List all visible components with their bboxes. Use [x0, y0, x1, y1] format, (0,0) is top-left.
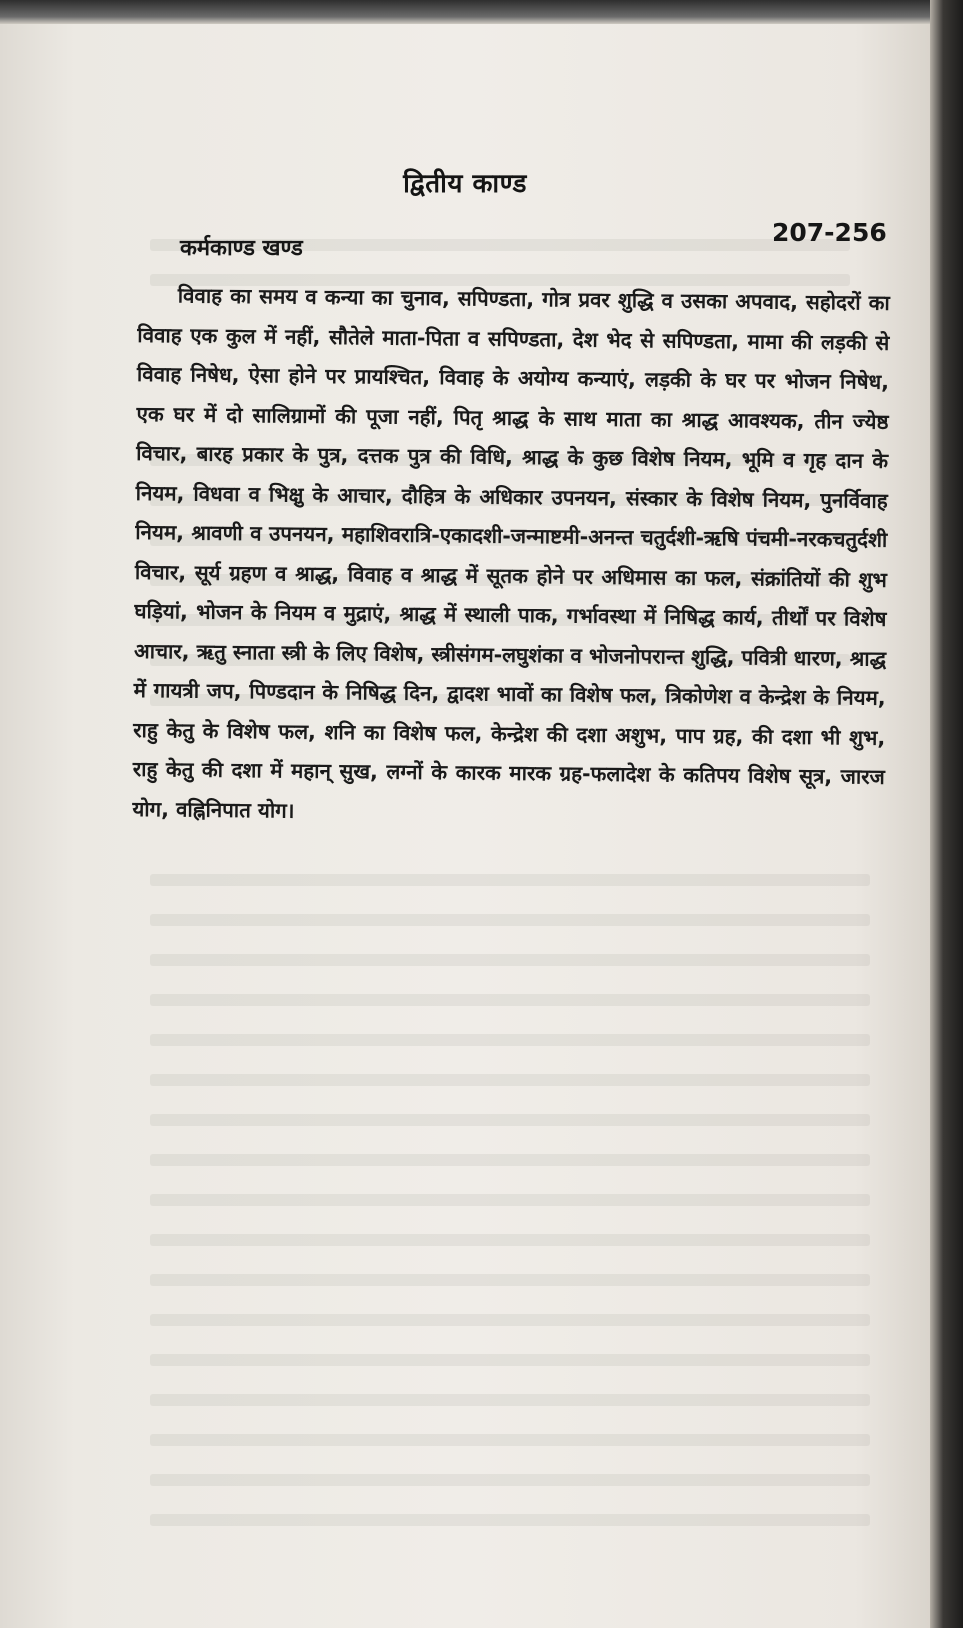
- body-paragraph: विवाह का समय व कन्या का चुनाव, सपिण्डता, गोत्र प्रवर शुद्धि व उसका अपवाद, सहोदरों का विवाह एक कुल में नहीं, सौतेले माता-पिता व सपिण्डता, देश भेद से सपिण्डता, मामा की लड़की से विवाह निषेध, ऐसा होने पर प्रायश्चित, विवाह के अयोग्य कन्याएं, लड़की के घर पर भोजन निषेध, एक घर में दो सालिग्रामों की पूजा नहीं, पितृ श्राद्ध के साथ माता का श्राद्ध आवश्यक, तीन ज्येष्ठ विचार, बारह प्रकार के पुत्र, दत्तक पुत्र की विधि, श्राद्ध के कुछ विशेष नियम, भूमि व गृह दान के नियम, विधवा व भिक्षु के आचार, दौहित्र के अधिकार उपनयन, संस्कार के विशेष नियम, पुनर्विवाह नियम, श्रावणी व उपनयन, महाशिवरात्रि-एकादशी-जन्माष्टमी-अनन्त चतुर्दशी-ऋषि पंचमी-नरकचतुर्दशी विचार, सूर्य ग्रहण व श्राद्ध, विवाह व श्राद्ध में सूतक होने पर अधिमास का फल, संक्रांतियों की शुभ घड़ियां, भोजन के नियम व मुद्राएं, श्राद्ध में स्थाली पाक, गर्भावस्था में निषिद्ध कार्य, तीर्थों पर विशेष आचार, ऋतु स्नाता स्त्री के लिए विशेष, स्त्रीसंगम-लघुशंका व भोजनोपरान्त शुद्धि, पवित्री धारण, श्राद्ध में गायत्री जप, पिण्डदान के निषिद्ध दिन, द्वादश भावों का विशेष फल, त्रिकोणेश व केन्द्रेश के नियम, राहु केतु के विशेष फल, शनि का विशेष फल, केन्द्रेश की दशा अशुभ, पाप ग्रह, की दशा भी शुभ, राहु केतु की दशा में महान् सुख, लग्नों के कारक मारक ग्रह-फलादेश के कतिपय विशेष सूत्र, जारज योग, वह्निनिपात योग।: [132, 283, 890, 823]
- page-binding-edge: [930, 0, 963, 1628]
- section-title: द्वितीय काण्ड: [403, 169, 527, 199]
- book-page: [0, 24, 930, 1628]
- subhead: कर्मकाण्ड खण्ड: [180, 236, 303, 261]
- page-top-shadow: [0, 0, 963, 24]
- page-range: 207-256: [772, 218, 887, 247]
